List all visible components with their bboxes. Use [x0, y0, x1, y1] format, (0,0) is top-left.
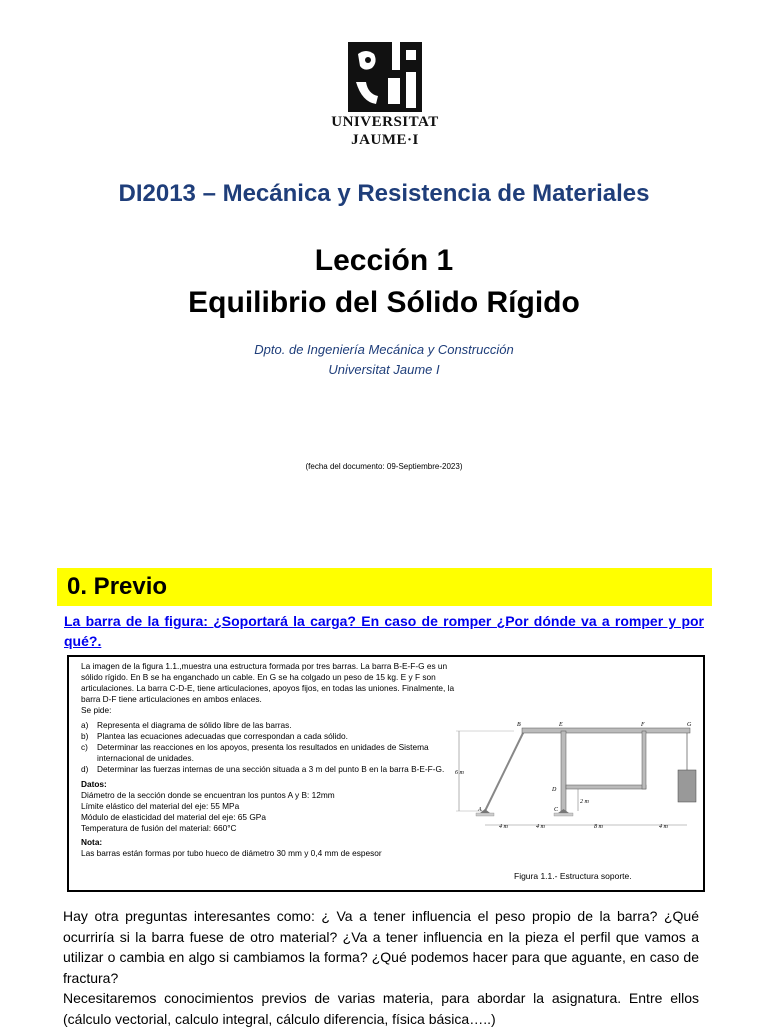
document-date: (fecha del documento: 09-Septiembre-2023) — [305, 462, 463, 471]
problem-box — [67, 655, 705, 892]
section-title: 0. Previo — [67, 573, 168, 600]
task-letter: c) — [81, 742, 88, 752]
point-e-label: E — [559, 722, 563, 728]
question-link[interactable]: La barra de la figura: ¿Soportará la carga? En caso de romper ¿Por dónde va a romper y por qué?. — [64, 613, 704, 649]
cable-ab — [485, 731, 524, 811]
nota-heading: Nota: — [81, 837, 103, 847]
datos-line: Diámetro de la sección donde se encuentran los puntos A y B: 12mm — [81, 790, 335, 800]
logo-text-line2: JAUME·I — [351, 132, 419, 148]
department-name: Dpto. de Ingeniería Mecánica y Construcción — [254, 342, 514, 357]
task-item — [81, 720, 461, 731]
task-list — [81, 720, 461, 775]
dimension-label: 4 m — [499, 824, 508, 830]
bar-df — [566, 785, 646, 789]
body-paragraph: Necesitaremos conocimientos previos de varias materia, para abordar la asignatura. Entre ellos (cálculo vectorial, calculo integral, cálculo diferencia, física básica…..) — [63, 990, 699, 1027]
task-text: Plantea las ecuaciones adecuadas que correspondan a cada sólido. — [97, 731, 348, 741]
datos-line: Límite elástico del material del eje: 55 MPa — [81, 801, 240, 811]
point-b-label: B — [517, 722, 521, 728]
course-title: DI2013 – Mecánica y Resistencia de Materiales — [118, 180, 650, 207]
problem-intro: La imagen de la figura 1.1.,muestra una estructura formada por tres barras. La barra B-E-F-G es un sólido rígido. En B se ha enganchado un cable. En G se ha colgado un peso de 15 kg. E y F son articulaciones. La barra C-D-E, tiene articulaciones, apoyos fijos, en todas las uniones. Finalmente, la barra D-F tiene articulaciones en ambos enlaces. — [81, 661, 455, 704]
task-item — [81, 742, 461, 764]
section-banner — [57, 568, 712, 606]
task-text: Representa el diagrama de sólido libre de las barras. — [97, 720, 292, 730]
point-d-label: D — [552, 787, 557, 793]
university-logo — [330, 42, 440, 152]
hanging-weight — [678, 770, 696, 802]
lesson-number: Lección 1 — [314, 244, 454, 277]
task-letter: d) — [81, 764, 89, 774]
nota-text: Las barras están formas por tubo hueco de diámetro 30 mm y 0,4 mm de espesor — [81, 848, 382, 858]
point-g-label: G — [687, 722, 692, 728]
point-c-label: C — [554, 807, 559, 813]
logo-text-line1: UNIVERSITAT — [331, 114, 439, 130]
task-letter: a) — [81, 720, 89, 730]
point-f-label: F — [641, 722, 645, 728]
gap-label: 2 m — [580, 799, 589, 805]
task-item — [81, 764, 461, 775]
se-pide-label: Se pide: — [81, 705, 112, 715]
point-a-label: A — [478, 807, 482, 813]
datos-line: Temperatura de fusión del material: 660°C — [81, 823, 237, 833]
university-logo-mark — [348, 42, 422, 112]
lesson-title: Equilibrio del Sólido Rígido — [188, 286, 580, 319]
body-paragraph: Hay otra preguntas interesantes como: ¿ Va a tener influencia el peso propio de la barra? ¿Qué ocurriría si la barra fuese de otro material? ¿Va a tener influencia en la pieza el perfil que vamos a utilizar o cambia en algo si cambiamos la forma? ¿Qué podemos hacer para que aguante, en caso de fractura? — [63, 908, 699, 986]
beam-bg — [522, 728, 690, 733]
task-letter: b) — [81, 731, 89, 741]
post-ce — [561, 731, 566, 813]
problem-statement — [81, 661, 461, 859]
dimension-label: 4 m — [536, 824, 545, 830]
dimension-label: 4 m — [659, 824, 668, 830]
datos-line: Módulo de elasticidad del material del eje: 65 GPa — [81, 812, 266, 822]
task-text: Determinar las reacciones en los apoyos, presenta los resultados en unidades de Sistema internacional de unidades. — [97, 742, 429, 763]
height-label: 6 m — [455, 770, 464, 776]
datos-heading: Datos: — [81, 779, 107, 789]
figure-caption: Figura 1.1.- Estructura soporte. — [514, 871, 632, 881]
support-c — [558, 809, 569, 813]
dimension-label: 8 m — [594, 824, 603, 830]
task-text: Determinar las fuerzas internas de una sección situada a 3 m del punto B en la barra B-E-F-G. — [97, 764, 445, 774]
structure-diagram — [454, 715, 704, 835]
university-name: Universitat Jaume I — [328, 362, 440, 377]
task-item — [81, 731, 461, 742]
